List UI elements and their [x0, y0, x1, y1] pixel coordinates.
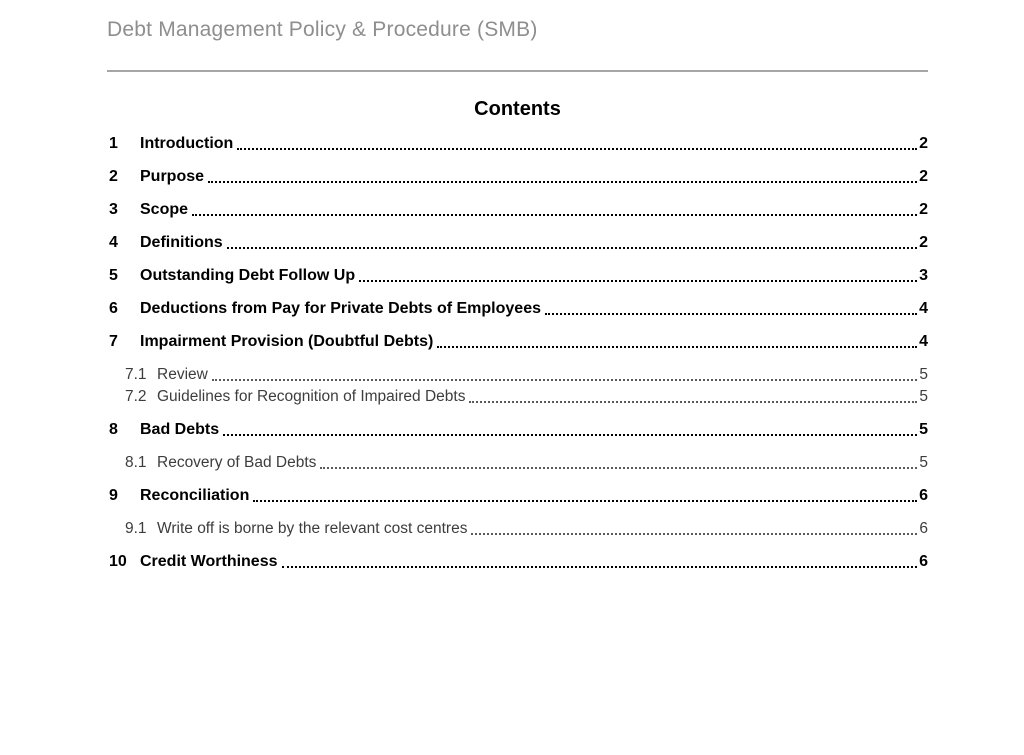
toc-entry-label: Impairment Provision (Doubtful Debts): [140, 333, 434, 350]
toc-entry-page: 5: [919, 388, 928, 405]
toc-entry-number: 7: [109, 333, 118, 350]
toc-leader-dots: [249, 485, 919, 507]
toc-entry[interactable]: [107, 265, 928, 287]
toc-entry[interactable]: [107, 331, 928, 353]
toc-entry-number: 2: [109, 168, 118, 185]
toc-entry-label: Scope: [140, 201, 189, 218]
toc-entry-label: Recovery of Bad Debts: [157, 454, 317, 471]
toc-leader-dots: [188, 199, 919, 221]
toc-entry-label: Credit Worthiness: [140, 553, 278, 570]
toc-entry-page: 5: [919, 421, 928, 438]
toc-entry[interactable]: [107, 518, 928, 540]
toc-entry-page: 3: [919, 267, 928, 284]
table-of-contents: [107, 133, 928, 573]
toc-entry-page: 6: [919, 520, 928, 537]
toc-entry-number: 8: [109, 421, 118, 438]
toc-entry-number: 9: [109, 487, 118, 504]
contents-heading: Contents: [474, 98, 561, 120]
toc-entry-page: 5: [919, 366, 928, 383]
toc-leader-dots: [233, 133, 919, 155]
toc-entry-number: 4: [109, 234, 118, 251]
toc-entry-number: 10: [109, 553, 127, 570]
toc-leader-dots: [208, 364, 920, 386]
toc-entry-page: 2: [919, 135, 928, 152]
toc-entry-label: Guidelines for Recognition of Impaired Debts: [157, 388, 466, 405]
toc-leader-dots: [278, 551, 920, 573]
toc-entry[interactable]: [107, 364, 928, 386]
toc-entry-label: Reconciliation: [140, 487, 250, 504]
document-page: [107, 0, 928, 573]
toc-entry-number: 8.1: [125, 454, 147, 471]
toc-entry-page: 2: [919, 201, 928, 218]
toc-leader-dots: [465, 386, 919, 408]
toc-entry[interactable]: [107, 386, 928, 408]
toc-entry-page: 6: [919, 553, 928, 570]
document-title: Debt Management Policy & Procedure (SMB): [107, 18, 538, 41]
toc-entry[interactable]: [107, 485, 928, 507]
toc-leader-dots: [433, 331, 919, 353]
toc-entry[interactable]: [107, 133, 928, 155]
toc-entry-page: 6: [919, 487, 928, 504]
toc-entry[interactable]: [107, 232, 928, 254]
toc-entry[interactable]: [107, 298, 928, 320]
toc-entry-page: 2: [919, 168, 928, 185]
toc-entry-number: 5: [109, 267, 118, 284]
toc-entry-label: Write off is borne by the relevant cost centres: [157, 520, 468, 537]
toc-leader-dots: [219, 419, 919, 441]
toc-entry-number: 9.1: [125, 520, 147, 537]
toc-leader-dots: [541, 298, 919, 320]
header-divider: [107, 70, 928, 72]
toc-leader-dots: [316, 452, 919, 474]
toc-entry-label: Introduction: [140, 135, 234, 152]
toc-entry-page: 4: [919, 333, 928, 350]
toc-leader-dots: [204, 166, 919, 188]
toc-entry-number: 3: [109, 201, 118, 218]
toc-entry-label: Bad Debts: [140, 421, 220, 438]
toc-entry[interactable]: [107, 551, 928, 573]
toc-entry[interactable]: [107, 419, 928, 441]
toc-entry-number: 7.2: [125, 388, 147, 405]
toc-entry-page: 2: [919, 234, 928, 251]
toc-entry-number: 7.1: [125, 366, 147, 383]
toc-entry-page: 5: [919, 454, 928, 471]
toc-leader-dots: [223, 232, 919, 254]
toc-entry-number: 6: [109, 300, 118, 317]
toc-leader-dots: [467, 518, 919, 540]
toc-entry-label: Outstanding Debt Follow Up: [140, 267, 356, 284]
toc-entry[interactable]: [107, 199, 928, 221]
toc-entry-page: 4: [919, 300, 928, 317]
toc-entry-label: Review: [157, 366, 208, 383]
toc-entry[interactable]: [107, 452, 928, 474]
toc-entry-label: Purpose: [140, 168, 205, 185]
toc-entry-label: Deductions from Pay for Private Debts of Employees: [140, 300, 541, 317]
toc-entry-number: 1: [109, 135, 118, 152]
toc-leader-dots: [355, 265, 919, 287]
toc-entry[interactable]: [107, 166, 928, 188]
toc-entry-label: Definitions: [140, 234, 223, 251]
